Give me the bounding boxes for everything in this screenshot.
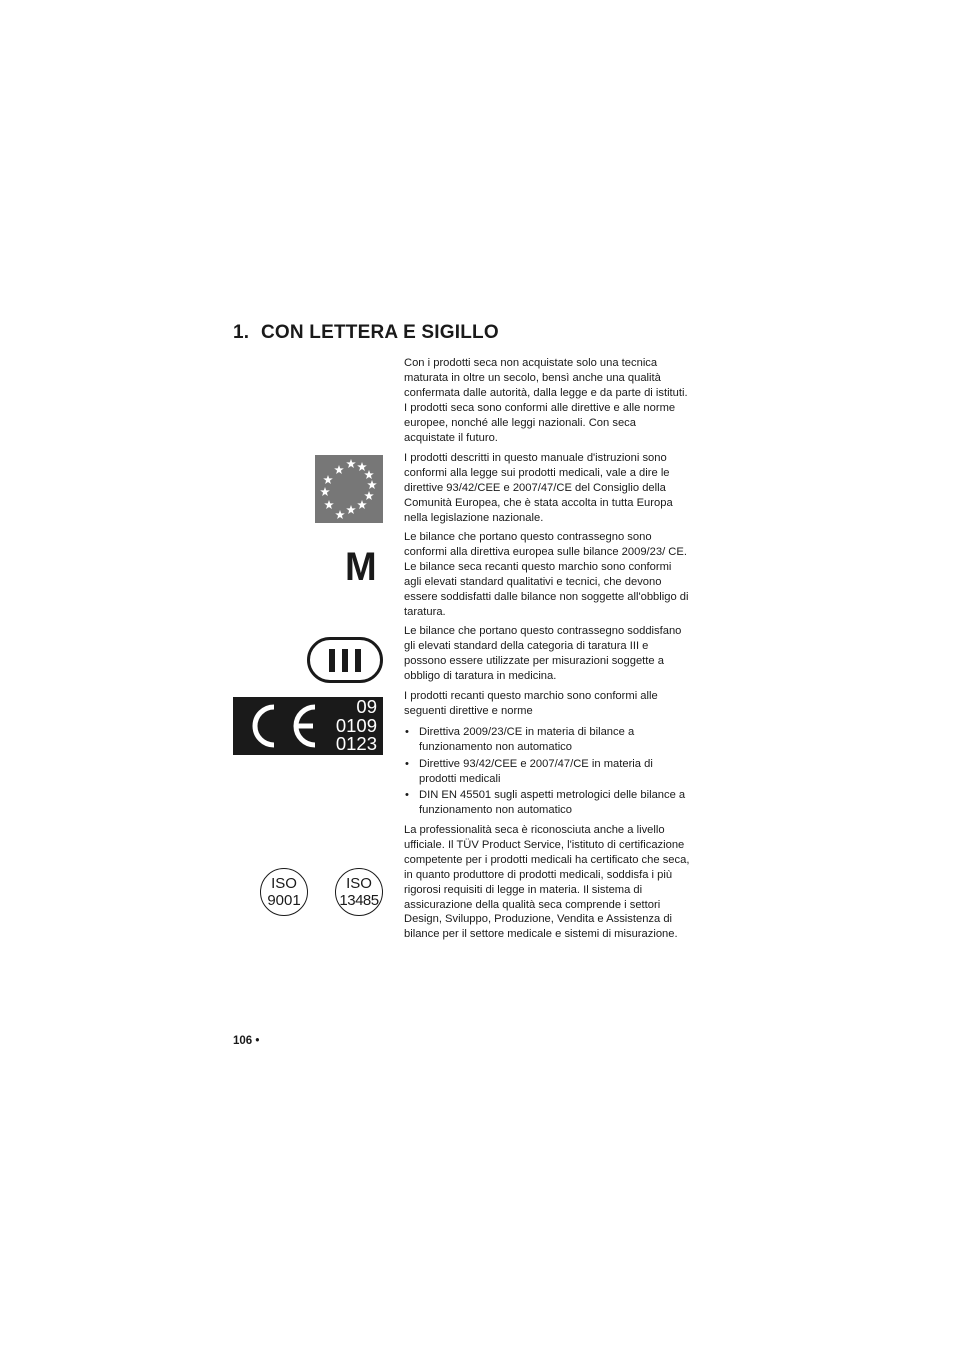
iso-number: 9001 bbox=[267, 892, 301, 909]
iso-number: 13485 bbox=[339, 892, 379, 909]
iso-paragraph: La professionalità seca è riconosciuta anche a livello ufficiale. Il TÜV Product Service, l'istituto di certificazione competente per i prodotti medicali ha certificato che seca, in quanto produttore di prodotti medicali, soddisfa i più rigorosi requisiti di legge in materia. Il sistema di assicurazione della qualità seca comprende i settori Design, Sviluppo, Produzione, Vendita e Assistenza di bilance per il settore medicale e sistemi di misurazione. bbox=[404, 824, 690, 941]
class3-paragraph: Le bilance che portano questo contrassegno soddisfano gli elevati standard della categoria di taratura III e possono essere utilizzate per misurazioni soggette a obbligo di taratura in medicina. bbox=[404, 625, 682, 682]
list-item: • DIN EN 45501 sugli aspetti metrologici delle bilance a funzionamento non automatico bbox=[404, 788, 690, 818]
list-item: • Direttiva 2009/23/CE in materia di bilance a funzionamento non automatico bbox=[404, 725, 690, 755]
eu-flag-icon bbox=[315, 455, 383, 523]
eu-block bbox=[404, 451, 690, 526]
iso-9001-badge bbox=[260, 868, 308, 916]
intro-paragraph: Con i prodotti seca non acquistate solo una tecnica maturata in oltre un secolo, bensì anche una qualità confermata dalle autorità, dalla legge e da parte di istituti. I prodotti seca sono conformi alle direttive e alle norme europee, nonché alle leggi nazionali. Con seca acquistate il futuro. bbox=[404, 357, 688, 444]
ce-paragraph: I prodotti recanti questo marchio sono conformi alle seguenti direttive e norme bbox=[404, 690, 658, 717]
section-heading bbox=[233, 322, 499, 344]
iso-label: ISO bbox=[271, 875, 297, 892]
section-number: 1. bbox=[233, 322, 250, 343]
ce-logo-icon bbox=[241, 697, 321, 755]
directives-list bbox=[404, 725, 690, 818]
section-title: CON LETTERA E SIGILLO bbox=[261, 322, 499, 343]
bar bbox=[329, 649, 335, 672]
ce-number: 09 bbox=[356, 696, 377, 717]
m-block bbox=[404, 530, 690, 619]
list-item: • Direttive 93/42/CEE e 2007/47/CE in materia di prodotti medicali bbox=[404, 757, 690, 787]
ce-block bbox=[404, 689, 690, 820]
intro-block bbox=[404, 356, 690, 445]
ce-number: 0109 bbox=[335, 714, 377, 736]
m-paragraph: Le bilance che portano questo contrassegno sono conformi alla direttiva europea sulle bilance 2009/23/ CE. Le bilance seca recanti questo marchio sono conformi agli elevati standard qualitativi e tecnici, che devono essere soddisfatti dalle bilance non soggette all'obbligo di taratura. bbox=[404, 531, 689, 618]
class-iii-mark-icon bbox=[307, 637, 383, 683]
page-number: 106 • bbox=[233, 1035, 260, 1047]
bar bbox=[355, 649, 361, 672]
iso-label: ISO bbox=[346, 875, 372, 892]
eu-paragraph: I prodotti descritti in questo manuale d'istruzioni sono conformi alla legge sui prodotti medicali, vale a dire le direttive 93/42/CEE e 2007/47/CE del Consiglio della Comunità Europea, che è stata accolta in tutta Europa nella legislazione nazionale. bbox=[404, 452, 673, 524]
class3-block bbox=[404, 624, 690, 684]
ce-notified-body-numbers bbox=[336, 698, 377, 754]
m-mark: M bbox=[345, 545, 376, 589]
ce-mark bbox=[233, 697, 383, 755]
ce-number: 0123 bbox=[335, 733, 377, 754]
iso-block bbox=[404, 823, 690, 942]
iso-13485-badge bbox=[335, 868, 383, 916]
eu-stars-icon bbox=[315, 455, 383, 523]
bar bbox=[342, 649, 348, 672]
